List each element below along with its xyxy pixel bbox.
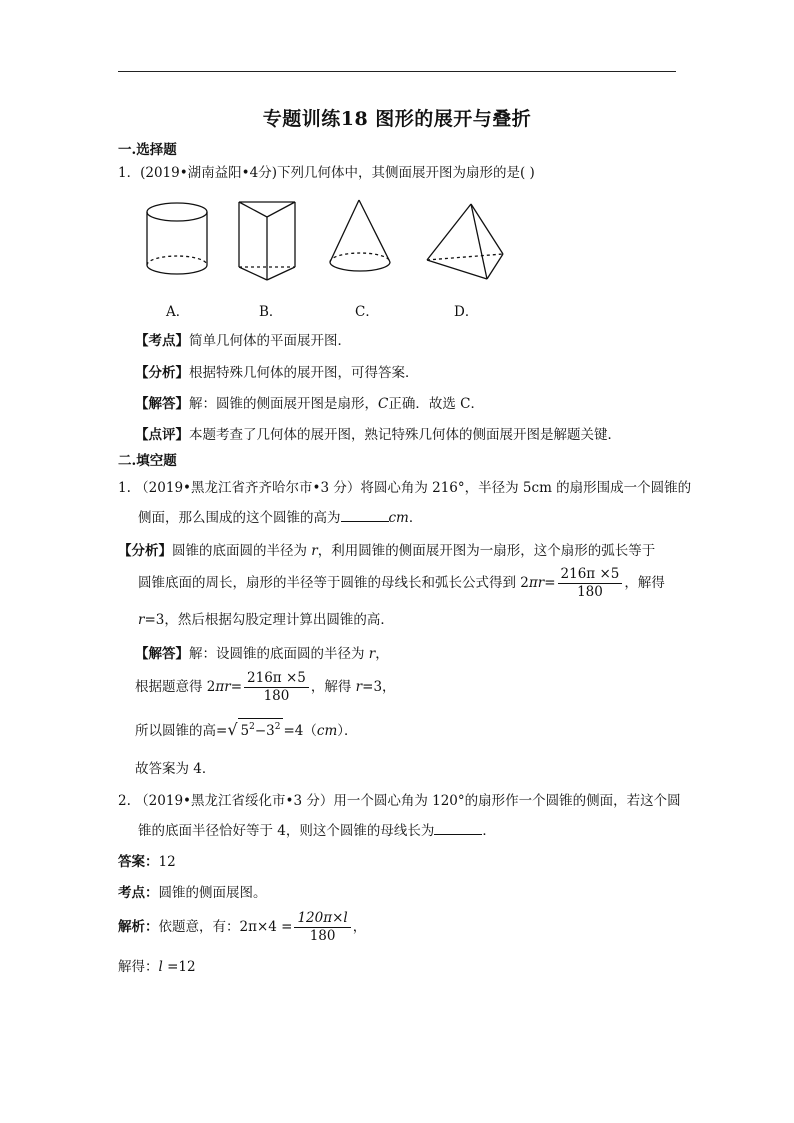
q2-fenxi2-post: ，解得 (624, 575, 665, 591)
q2-answer-blank (341, 509, 389, 522)
q1-solids-figure (135, 192, 525, 287)
q3-kaodian-text: 圆锥的侧面展图。 (158, 885, 267, 901)
q2-fenxi3-var: r (138, 612, 145, 628)
q3-fraction (294, 910, 350, 945)
q3-kaodian-tag: 考点： (118, 885, 159, 901)
q2-fenxi-line3 (138, 611, 394, 629)
q3-answer-value: 12 (158, 854, 176, 870)
q2-jieda-tag: 【解答】 (135, 646, 189, 662)
q2-jieda3-unit: cm (316, 723, 338, 739)
q3-kaodian (118, 884, 267, 902)
q3-frac-den: 180 (309, 928, 336, 944)
q2-fenxi-line1 (118, 542, 655, 560)
q2-fenxi2-text: 圆锥底面的周长，扇形的半径等于圆锥的母线长和弧长公式得到 2 (138, 575, 529, 591)
q3-jiexi (118, 910, 366, 945)
q2-jieda-line2 (135, 670, 396, 705)
q1-kaodian (135, 332, 351, 350)
jieda-text-post: 正确．故选 C． (388, 396, 484, 412)
q2-line1: 1. （2019•黑龙江省齐齐哈尔市•3 分）将圆心角为 216°，半径为 5cm 的扇形围成一个圆锥的 (118, 480, 692, 496)
fenxi-tag: 【分析】 (135, 365, 189, 381)
q1-option-d: D． (454, 304, 479, 320)
dianping-text: 本题考查了几何体的展开图，熟记特殊几何体的侧面展开图是解题关键． (189, 427, 621, 443)
q2-frac-num: 216π ×5 (558, 566, 623, 584)
page-title: 专题训练18 图形的展开与叠折 (262, 108, 532, 130)
jieda-text: 解：圆锥的侧面展开图是扇形， (189, 396, 378, 412)
q1-stem: 1．(2019•湖南益阳•4分)下列几何体中，其侧面展开图为扇形的是( ) (118, 165, 535, 181)
q3-line2-end: ． (482, 823, 496, 839)
q2-fenxi2-eq: = (544, 575, 556, 591)
sqrt-sup-b: 2 (274, 722, 281, 732)
q3-line2 (138, 822, 496, 840)
jieda-var: C (378, 396, 389, 412)
cylinder-figure (147, 203, 207, 274)
q1-jieda (135, 395, 484, 413)
q1-option-b: B． (259, 304, 283, 320)
q3-answer (118, 853, 176, 871)
q2-jieda1-post: ， (375, 646, 389, 662)
q3-jiexi-lhs: 2π×4 = (239, 919, 293, 935)
q2-fenxi3-text: =3，然后根据勾股定理计算出圆锥的高． (144, 612, 394, 628)
q3-answer-tag: 答案： (118, 854, 159, 870)
q2-fenxi1-var: r (311, 543, 318, 559)
q2-jieda1-var: r (368, 646, 376, 662)
jieda-tag: 【解答】 (135, 396, 189, 412)
q2-line2-end: ． (408, 510, 423, 526)
section-choice-heading: 一.选择题 (118, 142, 177, 158)
q3-line2-text: 锥的底面半径恰好等于 4，则这个圆锥的母线长为 (138, 823, 435, 839)
q2-fenxi1-post: ，利用圆锥的侧面展开图为一扇形，这个扇形的弧长等于 (317, 543, 656, 559)
q2-answer: 故答案为 4． (135, 761, 216, 777)
q3-frac-num: 120π×l (294, 910, 350, 928)
q2-jieda2-var: πr (215, 679, 231, 695)
q1-fenxi (135, 364, 419, 382)
section-fill-heading: 二.填空题 (118, 453, 177, 469)
q2-fraction (558, 566, 623, 601)
sqrt-sup-a: 2 (249, 722, 255, 732)
dianping-tag: 【点评】 (135, 427, 189, 443)
q2-fenxi-line2 (138, 566, 665, 601)
q2-jieda-line1 (135, 645, 389, 663)
q2-sqrt (238, 718, 284, 739)
cone-figure (330, 200, 390, 271)
q2-fenxi-tag: 【分析】 (118, 543, 172, 559)
q2-jieda-frac-num: 216π ×5 (244, 670, 309, 688)
q2-jieda2-mid: ，解得 (310, 679, 356, 695)
q2-frac-den: 180 (577, 584, 603, 600)
q2-fenxi1-text: 圆锥的底面圆的半径为 (172, 543, 312, 559)
q2-jieda3-post: ）． (337, 723, 358, 739)
q2-jieda-line3: 所以圆锥的高=√ $5^2-3^2 =4(cm)$． (135, 720, 358, 739)
q1-option-c: C． (355, 304, 379, 320)
q2-jieda-frac-den: 180 (263, 688, 290, 704)
q2-unit: cm (388, 510, 409, 526)
q2-jieda-fraction (244, 670, 309, 705)
q3-line1: 2. （2019•黑龙江省绥化市•3 分）用一个圆心角为 120°的扇形作一个圆锥的侧面，若这个圆 (118, 793, 681, 809)
q1-dianping (135, 426, 621, 444)
fenxi-text: 根据特殊几何体的展开图，可得答案． (189, 365, 419, 381)
q3-jiexi-text: 依题意，有： (158, 919, 240, 935)
q3-jiede-post: =12 (162, 959, 196, 975)
sqrt-a: 5 (240, 723, 250, 739)
sqrt-op: −3 (254, 723, 275, 739)
q3-jiexi-tag: 解析： (118, 919, 159, 935)
q3-jiexi-post: ， (352, 919, 367, 935)
q3-jiede (118, 958, 196, 976)
q2-jieda2-post: =3， (362, 679, 396, 695)
q2-line2-text: 侧面，那么围成的这个圆锥的高为 (138, 510, 341, 526)
q3-jiede-text: 解得： (118, 959, 159, 975)
q2-line2 (138, 509, 422, 527)
kaodian-tag: 【考点】 (135, 333, 189, 349)
kaodian-text: 简单几何体的平面展开图． (189, 333, 351, 349)
q2-jieda2-var2: r (355, 679, 363, 695)
q2-jieda3-text: 所以圆锥的高= (135, 723, 228, 739)
header-rule (118, 71, 676, 72)
q1-option-a: A． (166, 304, 190, 320)
q3-answer-blank (434, 822, 482, 835)
q2-jieda3-eq: =4（ (283, 723, 317, 739)
q2-jieda2-eq: = (230, 679, 243, 695)
q3-jiede-var: l (158, 959, 163, 975)
q2-jieda1-text: 解：设圆锥的底面圆的半径为 (189, 646, 369, 662)
pyramid-figure (427, 204, 503, 279)
q2-fenxi2-var: πr (528, 575, 545, 591)
prism-figure (239, 202, 295, 280)
q2-jieda2-text: 根据题意得 2 (135, 679, 216, 695)
